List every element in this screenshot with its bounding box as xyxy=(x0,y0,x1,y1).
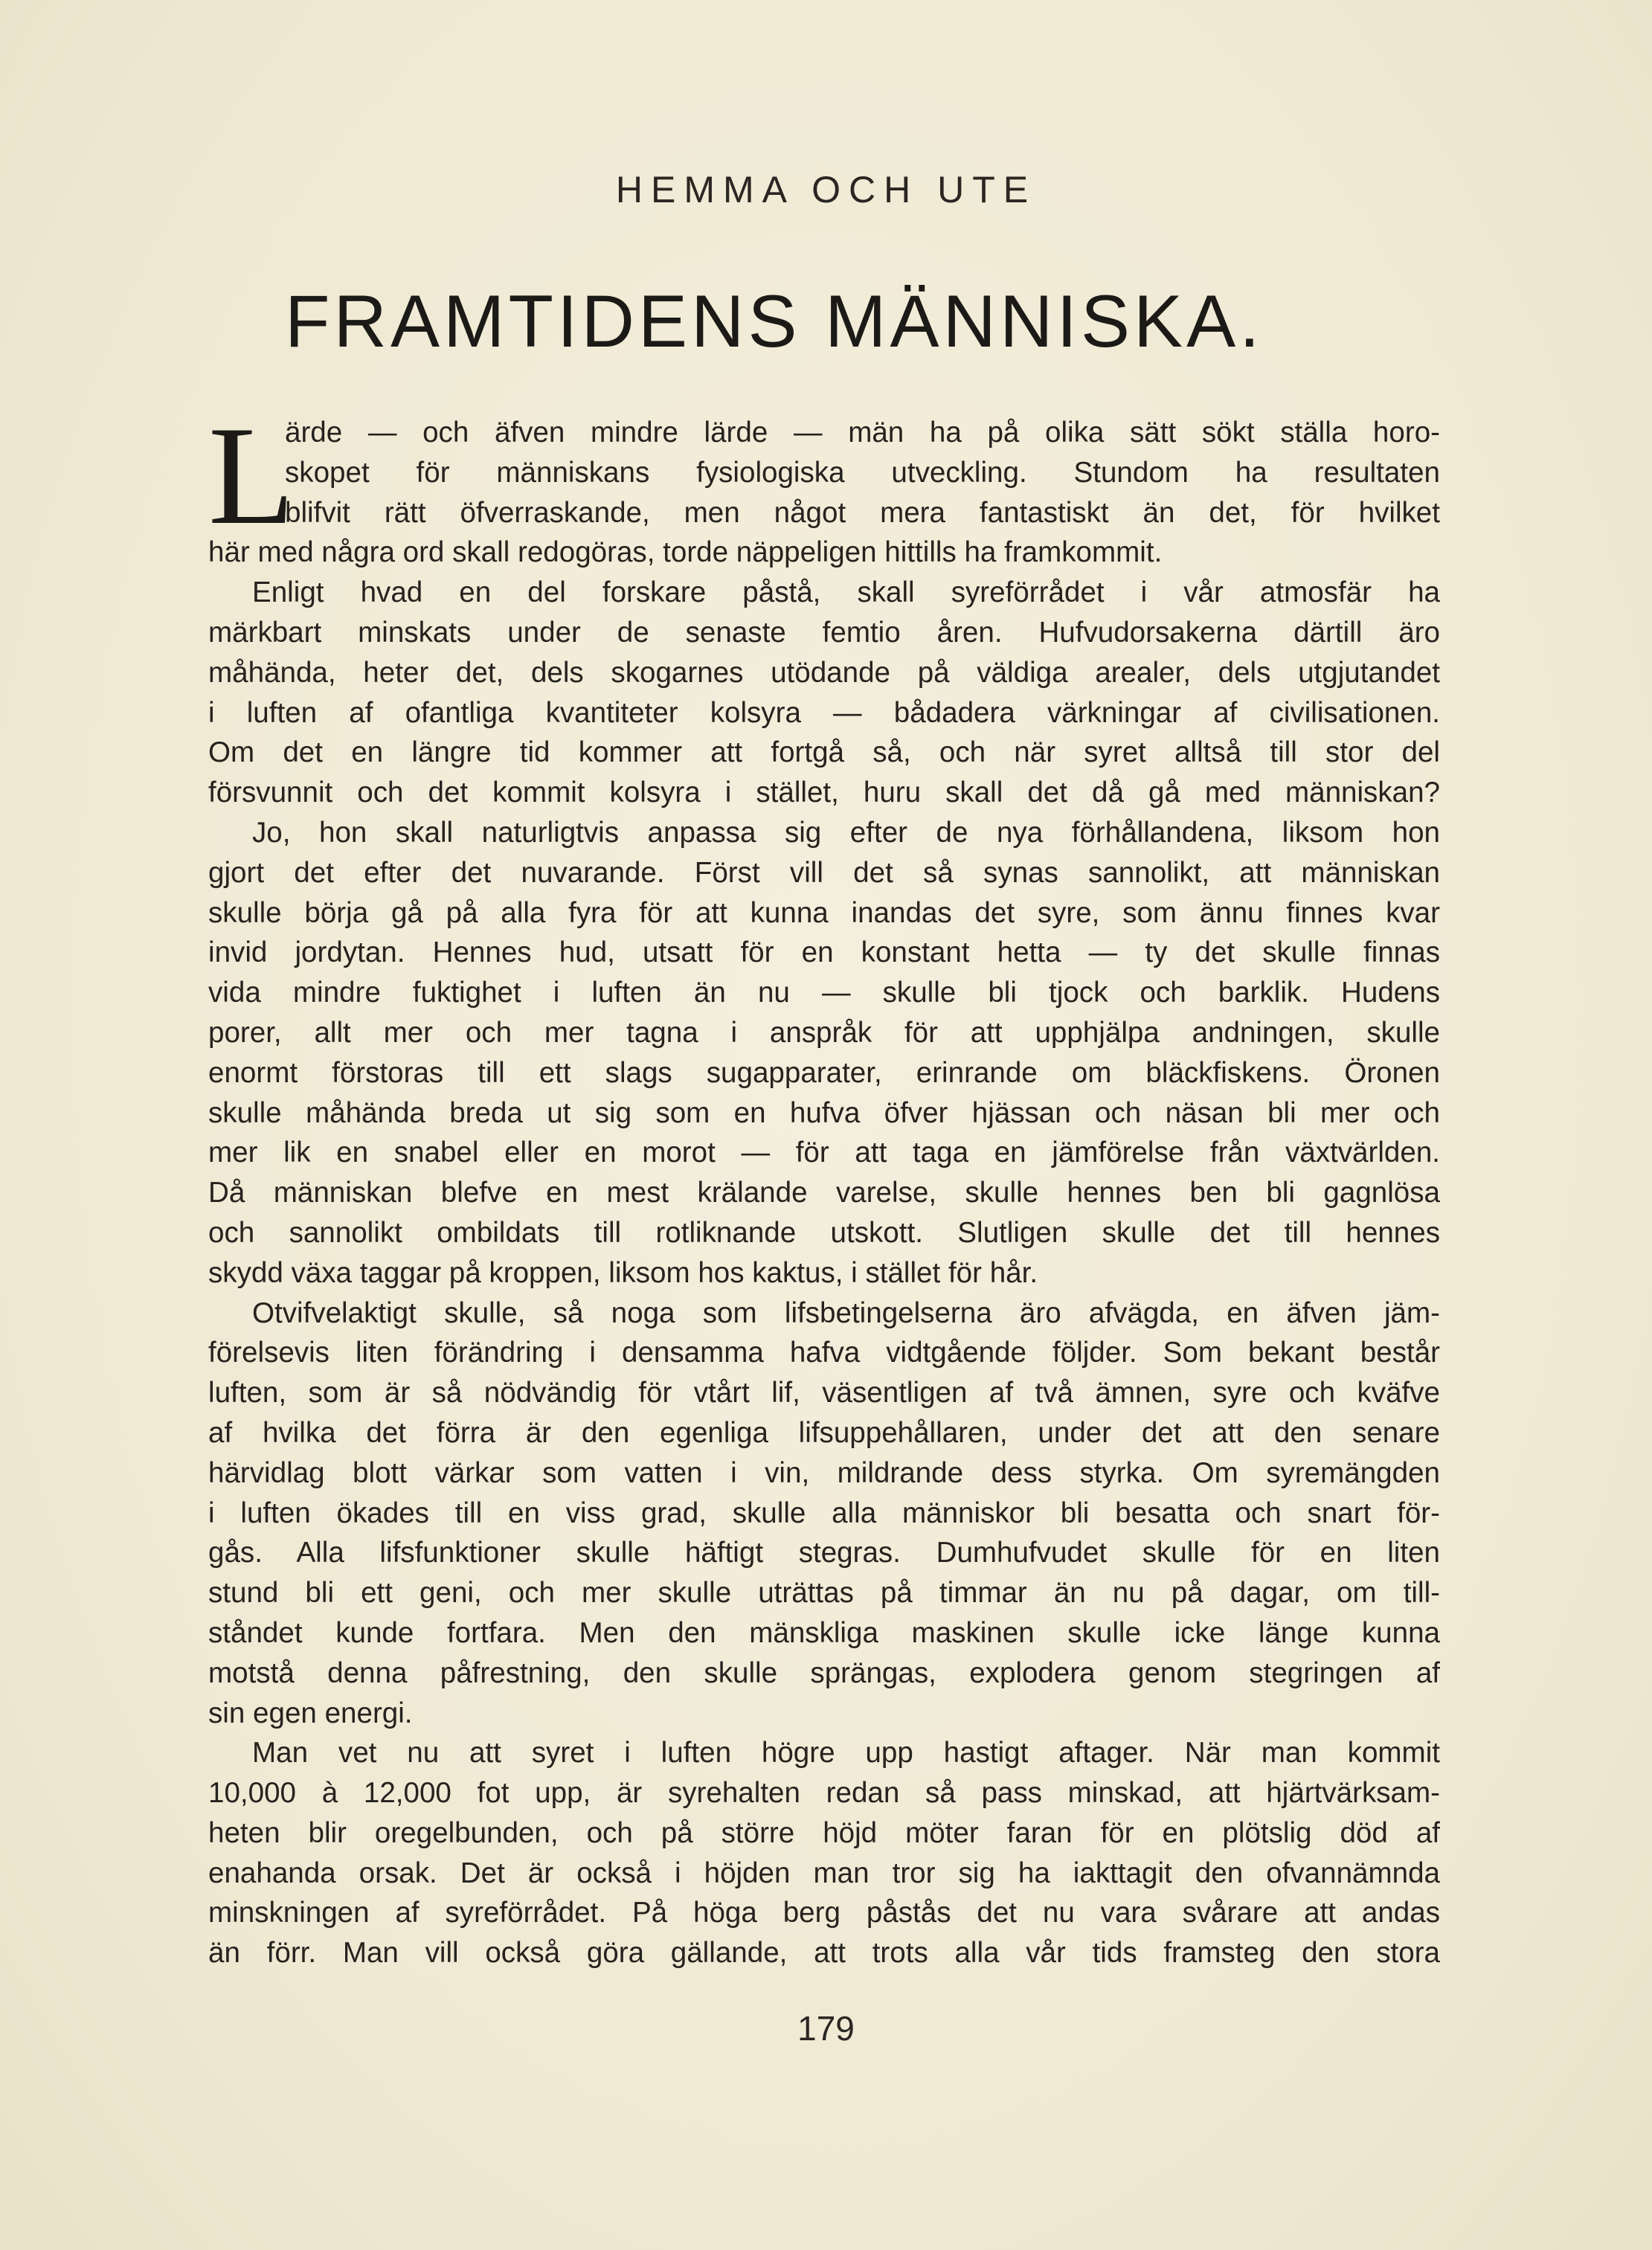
text-line: enahanda orsak. Det är också i höjden man tror sig ha iakttagit den ofvannämnda xyxy=(208,1857,1440,1889)
text-line: måhända, heter det, dels skogarnes utödande på väldiga arealer, dels utgjutandet xyxy=(208,656,1440,689)
text-line: Då människan blefve en mest krälande varelse, skulle hennes ben bli gagnlösa xyxy=(208,1177,1440,1209)
text-line: skulle måhända breda ut sig som en hufva öfver hjässan och näsan bli mer och xyxy=(208,1096,1440,1129)
text-line: Jo, hon skall naturligtvis anpassa sig efter de nya förhållandena, liksom hon xyxy=(252,816,1440,849)
text-line: 10,000 à 12,000 fot upp, är syrehalten redan så pass minskad, att hjärtvärksam- xyxy=(208,1777,1440,1810)
page-number: 179 xyxy=(797,2009,855,2048)
text-line: mer lik en snabel eller en morot — för att taga en jämförelse från växtvärlden. xyxy=(208,1137,1440,1169)
text-line: skopet för människans fysiologiska utveckling. Stundom ha resultaten xyxy=(285,456,1440,489)
text-line: enormt förstoras till ett slags sugapparater, erinrande om bläckfiskens. Öronen xyxy=(208,1056,1440,1089)
text-line: försvunnit och det kommit kolsyra i stället, huru skall det då gå med människan? xyxy=(208,777,1440,809)
text-line: Om det en längre tid kommer att fortgå så, och när syret alltså till stor del xyxy=(208,736,1440,769)
text-line: porer, allt mer och mer tagna i anspråk för att upphjälpa andningen, skulle xyxy=(208,1016,1440,1049)
text-line: Enligt hvad en del forskare påstå, skall syreförrådet i vår atmosfär ha xyxy=(252,576,1440,609)
text-line: gjort det efter det nuvarande. Först vill det så synas sannolikt, att människan xyxy=(208,856,1440,889)
text-line: och sannolikt ombildats till rotliknande utskott. Slutligen skulle det till hennes xyxy=(208,1216,1440,1249)
text-line: märkbart minskats under de senaste femtio åren. Hufvudorsakerna därtill äro xyxy=(208,616,1440,649)
text-line: vida mindre fuktighet i luften än nu — skulle bli tjock och barklik. Hudens xyxy=(208,977,1440,1009)
running-head: HEMMA OCH UTE xyxy=(615,169,1037,210)
article-title: FRAMTIDENS MÄNNISKA. xyxy=(285,280,1264,362)
article-body xyxy=(208,413,1440,1973)
text-line: skydd växa taggar på kroppen, liksom hos kaktus, i stället för hår. xyxy=(208,1256,1038,1289)
text-line: Man vet nu att syret i luften högre upp hastigt aftager. När man kommit xyxy=(252,1737,1440,1770)
text-line: ståndet kunde fortfara. Men den mänskliga maskinen skulle icke länge kunna xyxy=(208,1616,1440,1649)
text-line: i luften af ofantliga kvantiteter kolsyra — bådadera värkningar af civilisationen. xyxy=(208,696,1440,729)
text-line: ärde — och äfven mindre lärde — män ha på olika sätt sökt ställa horo- xyxy=(285,417,1440,449)
text-line: Otvifvelaktigt skulle, så noga som lifsbetingelserna äro afvägda, en äfven jäm- xyxy=(252,1296,1440,1329)
text-line: motstå denna påfrestning, den skulle sprängas, explodera genom stegringen af xyxy=(208,1656,1440,1689)
text-line: sin egen energi. xyxy=(208,1697,413,1729)
text-line: i luften ökades till en viss grad, skulle alla människor bli besatta och snart för- xyxy=(208,1497,1440,1529)
text-line: minskningen af syreförrådet. På höga berg påstås det nu vara svårare att andas xyxy=(208,1897,1440,1929)
text-line: stund bli ett geni, och mer skulle uträttas på timmar än nu på dagar, om till- xyxy=(208,1577,1440,1610)
text-line: invid jordytan. Hennes hud, utsatt för en konstant hetta — ty det skulle finnas xyxy=(208,936,1440,969)
drop-cap: L xyxy=(208,398,295,554)
text-line: heten blir oregelbunden, och på större höjd möter faran för en plötslig död af xyxy=(208,1816,1440,1849)
text-line: luften, som är så nödvändig för vtårt lif, väsentligen af två ämnen, syre och kväfve xyxy=(208,1377,1440,1410)
text-line: gås. Alla lifsfunktioner skulle häftigt stegras. Dumhufvudet skulle för en liten xyxy=(208,1537,1440,1569)
text-line: skulle börja gå på alla fyra för att kunna inandas det syre, som ännu finnes kvar xyxy=(208,896,1440,929)
text-line: förelsevis liten förändring i densamma hafva vidtgående följder. Som bekant består xyxy=(208,1337,1440,1369)
text-line: af hvilka det förra är den egenliga lifsuppehållaren, under det att den senare xyxy=(208,1416,1440,1449)
text-line: härvidlag blott värkar som vatten i vin, mildrande dess styrka. Om syremängden xyxy=(208,1456,1440,1489)
text-line: blifvit rätt öfverraskande, men något mera fantastiskt än det, för hvilket xyxy=(285,496,1440,529)
text-line: här med några ord skall redogöras, torde näppeligen hittills ha framkommit. xyxy=(208,536,1163,569)
text-line: än förr. Man vill också göra gällande, att trots alla vår tids framsteg den stora xyxy=(208,1937,1440,1970)
